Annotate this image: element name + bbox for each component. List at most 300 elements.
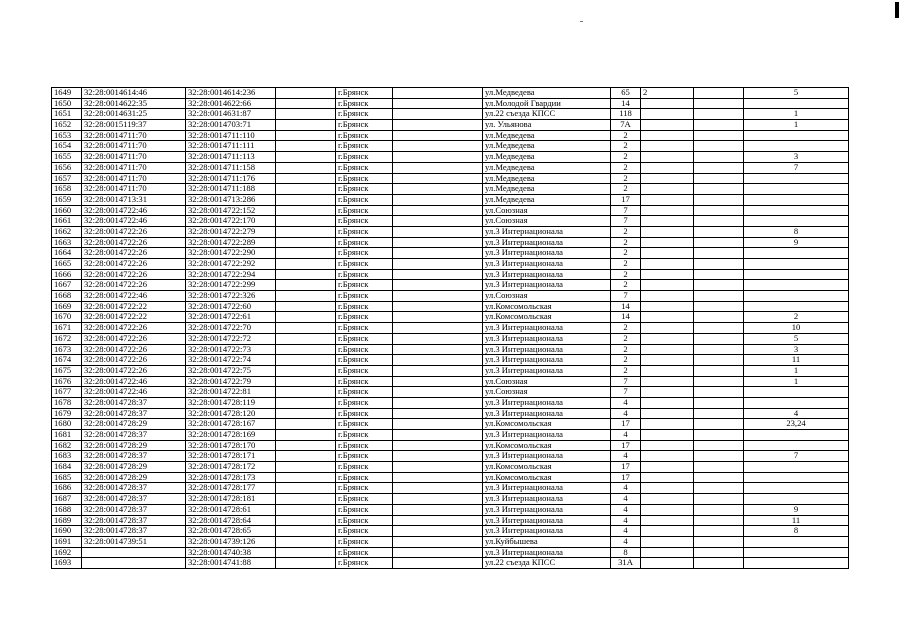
building-cell xyxy=(641,419,694,430)
row-number: 1663 xyxy=(52,237,82,248)
city: г.Брянск xyxy=(336,109,393,120)
extra-cell xyxy=(694,344,744,355)
street: ул.Медведева xyxy=(483,88,611,99)
extra-cell xyxy=(694,237,744,248)
building-cell xyxy=(641,130,694,141)
building-cell xyxy=(641,226,694,237)
row-number: 1668 xyxy=(52,291,82,302)
empty-cell xyxy=(276,430,336,441)
object-cadastral-number: 32:28:0014739:126 xyxy=(186,536,276,547)
extra-cell xyxy=(694,536,744,547)
city: г.Брянск xyxy=(336,216,393,227)
apartment-number xyxy=(744,291,849,302)
row-number: 1654 xyxy=(52,141,82,152)
street: ул.3 Интернационала xyxy=(483,269,611,280)
empty-cell xyxy=(393,536,483,547)
object-cadastral-number: 32:28:0014722:152 xyxy=(186,205,276,216)
scan-edge-mark xyxy=(895,2,899,18)
empty-cell xyxy=(276,216,336,227)
land-cadastral-number: 32:28:0014711:70 xyxy=(82,162,186,173)
land-cadastral-number: 32:28:0014728:29 xyxy=(82,440,186,451)
empty-cell xyxy=(393,88,483,99)
object-cadastral-number: 32:28:0014722:294 xyxy=(186,269,276,280)
city: г.Брянск xyxy=(336,397,393,408)
apartment-number xyxy=(744,280,849,291)
empty-cell xyxy=(393,248,483,259)
object-cadastral-number: 32:28:0014728:120 xyxy=(186,408,276,419)
building-cell xyxy=(641,237,694,248)
empty-cell xyxy=(276,355,336,366)
object-cadastral-number: 32:28:0014722:70 xyxy=(186,323,276,334)
empty-cell xyxy=(393,419,483,430)
empty-cell xyxy=(393,280,483,291)
land-cadastral-number: 32:28:0014711:70 xyxy=(82,184,186,195)
city: г.Брянск xyxy=(336,355,393,366)
city: г.Брянск xyxy=(336,376,393,387)
row-number: 1650 xyxy=(52,98,82,109)
table-row xyxy=(52,269,849,280)
object-cadastral-number: 32:28:0014722:73 xyxy=(186,344,276,355)
empty-cell xyxy=(276,365,336,376)
city: г.Брянск xyxy=(336,98,393,109)
house-number: 2 xyxy=(611,248,641,259)
house-number: 7 xyxy=(611,205,641,216)
row-number: 1683 xyxy=(52,451,82,462)
object-cadastral-number: 32:28:0014722:289 xyxy=(186,237,276,248)
city: г.Брянск xyxy=(336,515,393,526)
street: ул.Медведева xyxy=(483,173,611,184)
empty-cell xyxy=(276,419,336,430)
extra-cell xyxy=(694,301,744,312)
object-cadastral-number: 32:28:0014622:66 xyxy=(186,98,276,109)
empty-cell xyxy=(393,376,483,387)
empty-cell xyxy=(276,120,336,131)
city: г.Брянск xyxy=(336,387,393,398)
apartment-number: 1 xyxy=(744,365,849,376)
empty-cell xyxy=(393,344,483,355)
object-cadastral-number: 32:28:0014722:326 xyxy=(186,291,276,302)
building-cell xyxy=(641,152,694,163)
apartment-number: 2 xyxy=(744,312,849,323)
street: ул.Комсомольская xyxy=(483,312,611,323)
extra-cell xyxy=(694,152,744,163)
land-cadastral-number: 32:28:0014728:37 xyxy=(82,408,186,419)
row-number: 1656 xyxy=(52,162,82,173)
house-number: 14 xyxy=(611,312,641,323)
row-number: 1653 xyxy=(52,130,82,141)
empty-cell xyxy=(276,387,336,398)
street: ул.Медведева xyxy=(483,184,611,195)
land-cadastral-number: 32:28:0014728:37 xyxy=(82,451,186,462)
table-row xyxy=(52,483,849,494)
house-number: 14 xyxy=(611,301,641,312)
apartment-number xyxy=(744,397,849,408)
row-number: 1675 xyxy=(52,365,82,376)
house-number: 31А xyxy=(611,558,641,569)
building-cell xyxy=(641,355,694,366)
object-cadastral-number: 32:28:0014711:111 xyxy=(186,141,276,152)
empty-cell xyxy=(393,440,483,451)
house-number: 17 xyxy=(611,472,641,483)
street: ул.Медведева xyxy=(483,162,611,173)
table-row xyxy=(52,355,849,366)
apartment-number xyxy=(744,440,849,451)
street: ул.3 Интернационала xyxy=(483,237,611,248)
empty-cell xyxy=(276,173,336,184)
building-cell xyxy=(641,141,694,152)
empty-cell xyxy=(393,291,483,302)
street: ул.Комсомольская xyxy=(483,301,611,312)
extra-cell xyxy=(694,547,744,558)
extra-cell xyxy=(694,162,744,173)
empty-cell xyxy=(276,130,336,141)
empty-cell xyxy=(393,365,483,376)
apartment-number xyxy=(744,184,849,195)
building-cell xyxy=(641,312,694,323)
building-cell xyxy=(641,109,694,120)
city: г.Брянск xyxy=(336,269,393,280)
street: ул.Союзная xyxy=(483,387,611,398)
land-cadastral-number: 32:28:0014728:37 xyxy=(82,504,186,515)
object-cadastral-number: 32:28:0014711:176 xyxy=(186,173,276,184)
land-cadastral-number: 32:28:0014711:70 xyxy=(82,130,186,141)
object-cadastral-number: 32:28:0014728:173 xyxy=(186,472,276,483)
building-cell xyxy=(641,397,694,408)
city: г.Брянск xyxy=(336,558,393,569)
empty-cell xyxy=(276,259,336,270)
extra-cell xyxy=(694,408,744,419)
empty-cell xyxy=(276,397,336,408)
land-cadastral-number: 32:28:0014722:46 xyxy=(82,216,186,227)
apartment-number: 7 xyxy=(744,162,849,173)
building-cell xyxy=(641,515,694,526)
house-number: 2 xyxy=(611,323,641,334)
street: ул.3 Интернационала xyxy=(483,248,611,259)
object-cadastral-number: 32:28:0014614:236 xyxy=(186,88,276,99)
empty-cell xyxy=(276,440,336,451)
city: г.Брянск xyxy=(336,259,393,270)
empty-cell xyxy=(393,387,483,398)
empty-cell xyxy=(276,205,336,216)
land-cadastral-number: 32:28:0014728:37 xyxy=(82,483,186,494)
apartment-number: 5 xyxy=(744,333,849,344)
empty-cell xyxy=(393,483,483,494)
extra-cell xyxy=(694,259,744,270)
row-number: 1674 xyxy=(52,355,82,366)
land-cadastral-number: 32:28:0014739:51 xyxy=(82,536,186,547)
empty-cell xyxy=(276,558,336,569)
city: г.Брянск xyxy=(336,344,393,355)
street: ул.Союзная xyxy=(483,216,611,227)
row-number: 1691 xyxy=(52,536,82,547)
land-cadastral-number: 32:28:0014728:37 xyxy=(82,494,186,505)
row-number: 1689 xyxy=(52,515,82,526)
empty-cell xyxy=(276,408,336,419)
empty-cell xyxy=(393,226,483,237)
table-row xyxy=(52,504,849,515)
empty-cell xyxy=(276,515,336,526)
house-number: 4 xyxy=(611,451,641,462)
building-cell xyxy=(641,558,694,569)
table-row xyxy=(52,98,849,109)
empty-cell xyxy=(276,472,336,483)
object-cadastral-number: 32:28:0014728:181 xyxy=(186,494,276,505)
street: ул.Медведева xyxy=(483,130,611,141)
extra-cell xyxy=(694,130,744,141)
street: ул.Молодой Гвардии xyxy=(483,98,611,109)
land-cadastral-number: 32:28:0014722:46 xyxy=(82,387,186,398)
table-row xyxy=(52,344,849,355)
land-cadastral-number: 32:28:0014728:37 xyxy=(82,515,186,526)
empty-cell xyxy=(276,323,336,334)
building-cell xyxy=(641,184,694,195)
building-cell xyxy=(641,483,694,494)
city: г.Брянск xyxy=(336,547,393,558)
table-row xyxy=(52,515,849,526)
city: г.Брянск xyxy=(336,483,393,494)
object-cadastral-number: 32:28:0014722:279 xyxy=(186,226,276,237)
building-cell xyxy=(641,120,694,131)
apartment-number: 9 xyxy=(744,237,849,248)
street: ул.Медведева xyxy=(483,141,611,152)
land-cadastral-number: 32:28:0014722:22 xyxy=(82,312,186,323)
object-cadastral-number: 32:28:0014728:64 xyxy=(186,515,276,526)
object-cadastral-number: 32:28:0014711:158 xyxy=(186,162,276,173)
row-number: 1664 xyxy=(52,248,82,259)
row-number: 1693 xyxy=(52,558,82,569)
city: г.Брянск xyxy=(336,419,393,430)
land-cadastral-number: 32:28:0014722:26 xyxy=(82,323,186,334)
empty-cell xyxy=(393,504,483,515)
apartment-number: 10 xyxy=(744,323,849,334)
empty-cell xyxy=(276,98,336,109)
land-cadastral-number: 32:28:0014722:26 xyxy=(82,333,186,344)
building-cell xyxy=(641,462,694,473)
row-number: 1684 xyxy=(52,462,82,473)
street: ул.3 Интернационала xyxy=(483,451,611,462)
city: г.Брянск xyxy=(336,365,393,376)
empty-cell xyxy=(276,291,336,302)
row-number: 1685 xyxy=(52,472,82,483)
table-row xyxy=(52,558,849,569)
land-cadastral-number: 32:28:0014728:29 xyxy=(82,462,186,473)
empty-cell xyxy=(393,526,483,537)
extra-cell xyxy=(694,462,744,473)
city: г.Брянск xyxy=(336,152,393,163)
city: г.Брянск xyxy=(336,323,393,334)
street: ул.3 Интернационала xyxy=(483,344,611,355)
object-cadastral-number: 32:28:0014728:177 xyxy=(186,483,276,494)
building-cell xyxy=(641,451,694,462)
house-number: 2 xyxy=(611,355,641,366)
building-cell xyxy=(641,269,694,280)
apartment-number xyxy=(744,483,849,494)
house-number: 4 xyxy=(611,515,641,526)
street: ул.Комсомольская xyxy=(483,462,611,473)
building-cell xyxy=(641,430,694,441)
apartment-number: 8 xyxy=(744,226,849,237)
city: г.Брянск xyxy=(336,301,393,312)
land-cadastral-number xyxy=(82,558,186,569)
street: ул.Союзная xyxy=(483,205,611,216)
street: ул.3 Интернационала xyxy=(483,515,611,526)
extra-cell xyxy=(694,120,744,131)
apartment-number xyxy=(744,536,849,547)
extra-cell xyxy=(694,376,744,387)
extra-cell xyxy=(694,472,744,483)
land-cadastral-number: 32:28:0014722:46 xyxy=(82,376,186,387)
street: ул.3 Интернационала xyxy=(483,494,611,505)
table-row xyxy=(52,312,849,323)
land-cadastral-number: 32:28:0014722:46 xyxy=(82,291,186,302)
empty-cell xyxy=(276,333,336,344)
row-number: 1687 xyxy=(52,494,82,505)
object-cadastral-number: 32:28:0014722:79 xyxy=(186,376,276,387)
object-cadastral-number: 32:28:0014722:74 xyxy=(186,355,276,366)
land-cadastral-number: 32:28:0014728:29 xyxy=(82,419,186,430)
empty-cell xyxy=(276,152,336,163)
city: г.Брянск xyxy=(336,494,393,505)
street: ул.Куйбышева xyxy=(483,536,611,547)
building-cell xyxy=(641,440,694,451)
table-row xyxy=(52,462,849,473)
apartment-number xyxy=(744,387,849,398)
table-row xyxy=(52,376,849,387)
extra-cell xyxy=(694,248,744,259)
row-number: 1669 xyxy=(52,301,82,312)
apartment-number xyxy=(744,259,849,270)
empty-cell xyxy=(276,451,336,462)
building-cell xyxy=(641,365,694,376)
empty-cell xyxy=(276,141,336,152)
table-row xyxy=(52,547,849,558)
object-cadastral-number: 32:28:0014728:61 xyxy=(186,504,276,515)
row-number: 1652 xyxy=(52,120,82,131)
empty-cell xyxy=(393,259,483,270)
row-number: 1667 xyxy=(52,280,82,291)
land-cadastral-number: 32:28:0014728:37 xyxy=(82,397,186,408)
row-number: 1671 xyxy=(52,323,82,334)
row-number: 1651 xyxy=(52,109,82,120)
empty-cell xyxy=(393,130,483,141)
extra-cell xyxy=(694,226,744,237)
row-number: 1659 xyxy=(52,194,82,205)
land-cadastral-number: 32:28:0014722:26 xyxy=(82,226,186,237)
table-row xyxy=(52,280,849,291)
object-cadastral-number: 32:28:0014711:110 xyxy=(186,130,276,141)
object-cadastral-number: 32:28:0014728:167 xyxy=(186,419,276,430)
extra-cell xyxy=(694,269,744,280)
apartment-number xyxy=(744,472,849,483)
building-cell xyxy=(641,205,694,216)
street: ул.3 Интернационала xyxy=(483,526,611,537)
city: г.Брянск xyxy=(336,333,393,344)
empty-cell xyxy=(276,312,336,323)
row-number: 1686 xyxy=(52,483,82,494)
empty-cell xyxy=(276,504,336,515)
house-number: 2 xyxy=(611,280,641,291)
land-cadastral-number: 32:28:0014722:26 xyxy=(82,248,186,259)
empty-cell xyxy=(393,397,483,408)
empty-cell xyxy=(393,141,483,152)
empty-cell xyxy=(393,173,483,184)
empty-cell xyxy=(393,355,483,366)
object-cadastral-number: 32:28:0014711:113 xyxy=(186,152,276,163)
extra-cell xyxy=(694,312,744,323)
land-cadastral-number: 32:28:0014722:26 xyxy=(82,237,186,248)
table-row xyxy=(52,408,849,419)
table-row xyxy=(52,205,849,216)
apartment-number: 1 xyxy=(744,120,849,131)
table-row xyxy=(52,451,849,462)
apartment-number: 1 xyxy=(744,376,849,387)
city: г.Брянск xyxy=(336,536,393,547)
empty-cell xyxy=(276,280,336,291)
apartment-number: 8 xyxy=(744,526,849,537)
extra-cell xyxy=(694,333,744,344)
house-number: 7А xyxy=(611,120,641,131)
extra-cell xyxy=(694,440,744,451)
apartment-number xyxy=(744,216,849,227)
object-cadastral-number: 32:28:0014728:169 xyxy=(186,430,276,441)
city: г.Брянск xyxy=(336,291,393,302)
empty-cell xyxy=(276,547,336,558)
land-cadastral-number: 32:28:0014722:26 xyxy=(82,280,186,291)
land-cadastral-number: 32:28:0014728:29 xyxy=(82,472,186,483)
apartment-number xyxy=(744,141,849,152)
building-cell xyxy=(641,526,694,537)
object-cadastral-number: 32:28:0014722:292 xyxy=(186,259,276,270)
row-number: 1666 xyxy=(52,269,82,280)
object-cadastral-number: 32:28:0014728:171 xyxy=(186,451,276,462)
extra-cell xyxy=(694,291,744,302)
table-row xyxy=(52,387,849,398)
empty-cell xyxy=(276,526,336,537)
row-number: 1688 xyxy=(52,504,82,515)
street: ул.Комсомольская xyxy=(483,419,611,430)
apartment-number xyxy=(744,494,849,505)
row-number: 1681 xyxy=(52,430,82,441)
city: г.Брянск xyxy=(336,248,393,259)
table-row xyxy=(52,120,849,131)
land-cadastral-number: 32:28:0014614:46 xyxy=(82,88,186,99)
apartment-number: 1 xyxy=(744,109,849,120)
table-row xyxy=(52,301,849,312)
building-cell xyxy=(641,173,694,184)
table-row xyxy=(52,291,849,302)
extra-cell xyxy=(694,397,744,408)
building-cell xyxy=(641,291,694,302)
table-row xyxy=(52,248,849,259)
row-number: 1682 xyxy=(52,440,82,451)
house-number: 4 xyxy=(611,397,641,408)
house-number: 7 xyxy=(611,291,641,302)
house-number: 2 xyxy=(611,365,641,376)
extra-cell xyxy=(694,141,744,152)
city: г.Брянск xyxy=(336,205,393,216)
table-row xyxy=(52,226,849,237)
object-cadastral-number: 32:28:0014722:72 xyxy=(186,333,276,344)
land-cadastral-number: 32:28:0014722:26 xyxy=(82,365,186,376)
property-register-table xyxy=(51,87,849,569)
house-number: 4 xyxy=(611,526,641,537)
empty-cell xyxy=(276,109,336,120)
land-cadastral-number: 32:28:0014711:70 xyxy=(82,152,186,163)
land-cadastral-number: 32:28:0015119:37 xyxy=(82,120,186,131)
table-row xyxy=(52,419,849,430)
table-row xyxy=(52,173,849,184)
table-row xyxy=(52,88,849,99)
